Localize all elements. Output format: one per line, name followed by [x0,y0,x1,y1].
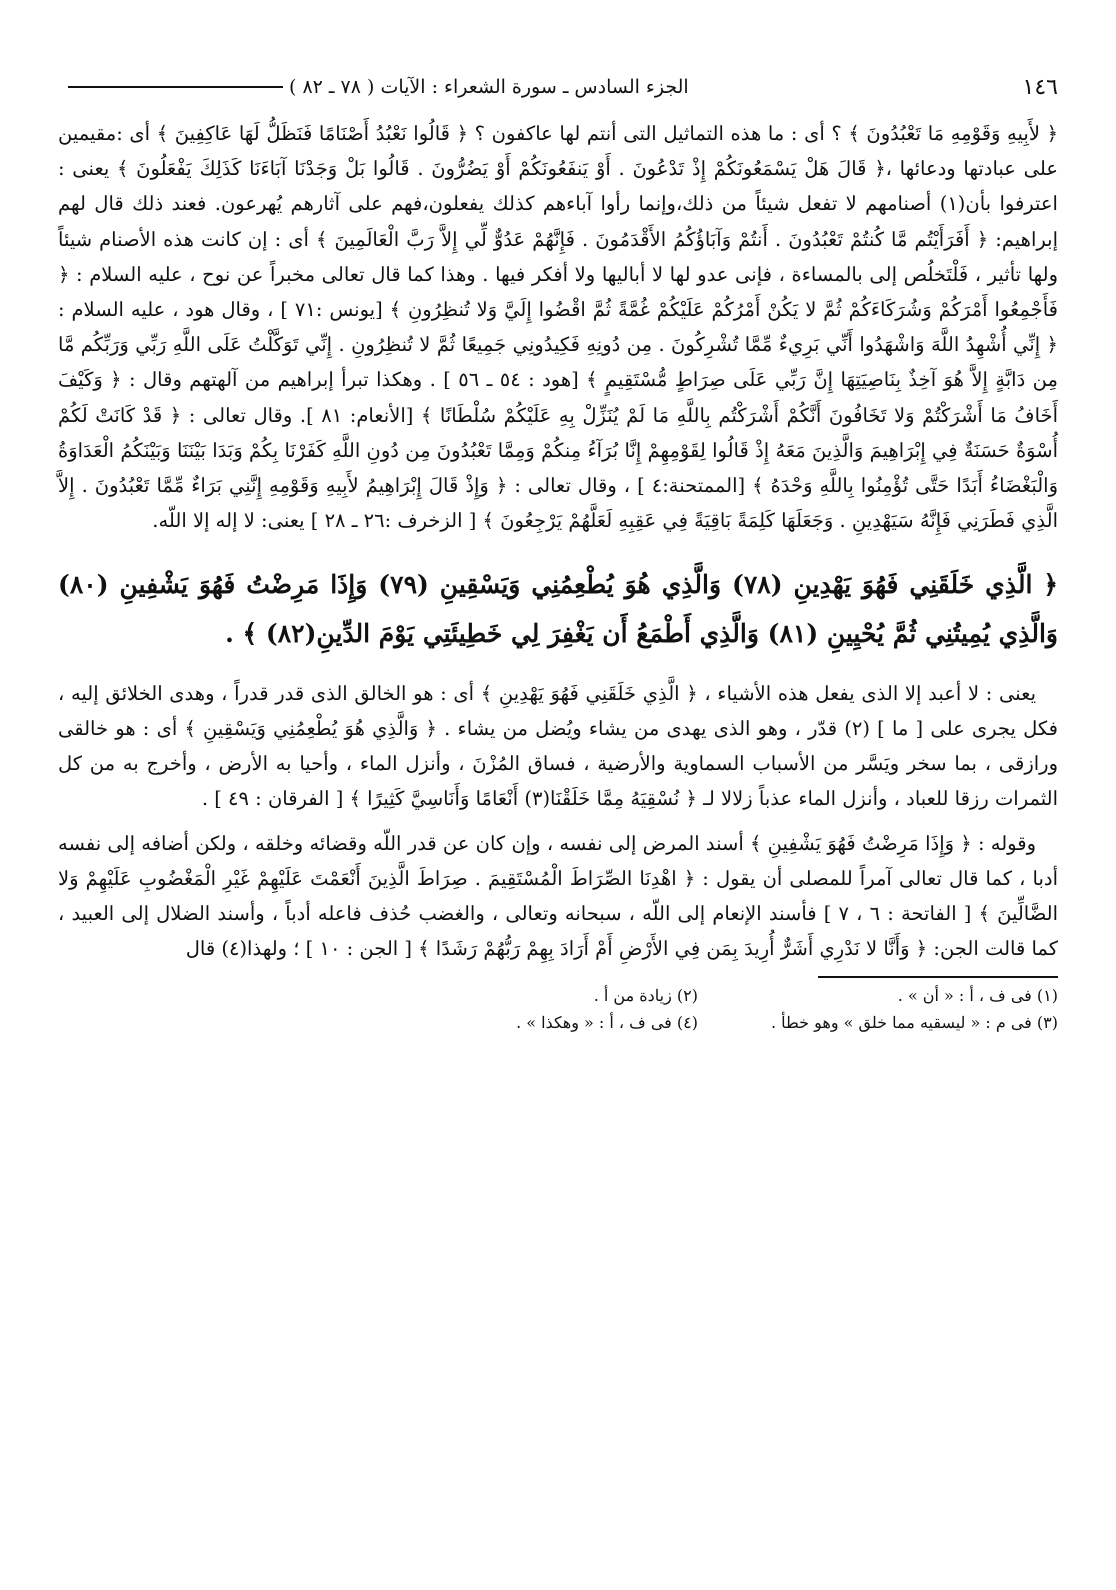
footnote-3: (٣) فى م : « ليسقيه مما خلق » وهو خطأ . [771,1013,1058,1033]
commentary-top [58,116,1058,538]
footnote-2: (٢) زيادة من أ . [593,986,698,1006]
footnotes [58,982,1058,1036]
page [58,62,1058,1542]
header-title: الجزء السادس ـ سورة الشعراء : الآيات ( ٧٨ ـ ٨٢ ) [289,76,689,98]
commentary-paragraph: ﴿ لأَبِيهِ وَقَوْمِهِ مَا تَعْبُدُونَ ﴾ ؟ أى : ما هذه التماثيل التى أنتم لها عاكفون ؟ ﴿ قَالُوا نَعْبُدُ أَصْنَامًا فَنَظَلُّ لَهَا عَاكِفِينَ ﴾ أى :مقيمين على عبادتها ودعائها ،﴿ قَالَ هَلْ يَسْمَعُونَكُمْ إِذْ تَدْعُونَ . أَوْ يَنفَعُونَكُمْ أَوْ يَضُرُّونَ . قَالُوا بَلْ وَجَدْنَا آبَاءَنَا كَذَلِكَ يَفْعَلُونَ ﴾ يعنى : اعترفوا بأن(١) أصنامهم لا تفعل شيئاً من ذلك،وإنما رأوا آباءهم كذلك يفعلون،فهم على آثارهم يُهرعون. فعند ذلك قال لهم إبراهيم: ﴿ أَفَرَأَيْتُم مَّا كُنتُمْ تَعْبُدُونَ . أَنتُمْ وَآبَاؤُكُمُ الأَقْدَمُونَ . فَإِنَّهُمْ عَدُوٌّ لِّي إِلاَّ رَبَّ الْعَالَمِينَ ﴾ أى : إن كانت هذه الأصنام شيئاً ولها تأثير ، فَلْتَخلُص إلى بالمساءة ، فإنى عدو لها لا أباليها ولا أفكر فيها . وهذا كما قال تعالى مخبراً عن نوح ، عليه السلام : ﴿ فَأَجْمِعُوا أَمْرَكُمْ وَشُرَكَاءَكُمْ ثُمَّ لا يَكُنْ أَمْرُكُمْ عَلَيْكُمْ غُمَّةً ثُمَّ اقْضُوا إِلَيَّ وَلا تُنظِرُونِ ﴾ [يونس :٧١ ] ، وقال هود ، عليه السلام : ﴿ إِنِّي أُشْهِدُ اللَّهَ وَاشْهَدُوا أَنِّي بَرِيءٌ مِّمَّا تُشْرِكُونَ . مِن دُونِهِ فَكِيدُونِي جَمِيعًا ثُمَّ لا تُنظِرُونِ . إِنِّي تَوَكَّلْتُ عَلَى اللَّهِ رَبِّي وَرَبِّكُم مَّا مِن دَابَّةٍ إِلاَّ هُوَ آخِذٌ بِنَاصِيَتِهَا إِنَّ رَبِّي عَلَى صِرَاطٍ مُّسْتَقِيمٍ ﴾ [هود : ٥٤ ـ ٥٦ ] . وهكذا تبرأ إبراهيم من آلهتهم وقال : ﴿ وَكَيْفَ أَخَافُ مَا أَشْرَكْتُمْ وَلا تَخَافُونَ أَنَّكُمْ أَشْرَكْتُم بِاللَّهِ مَا لَمْ يُنَزِّلْ بِهِ عَلَيْكُمْ سُلْطَانًا ﴾ [الأنعام: ٨١ ]. وقال تعالى : ﴿ قَدْ كَانَتْ لَكُمْ أُسْوَةٌ حَسَنَةٌ فِي إِبْرَاهِيمَ وَالَّذِينَ مَعَهُ إِذْ قَالُوا لِقَوْمِهِمْ إِنَّا بُرَآءُ مِنكُمْ وَمِمَّا تَعْبُدُونَ مِن دُونِ اللَّهِ كَفَرْنَا بِكُمْ وَبَدَا بَيْنَنَا وَبَيْنَكُمُ الْعَدَاوَةُ وَالْبَغْضَاءُ أَبَدًا حَتَّى تُؤْمِنُوا بِاللَّهِ وَحْدَهُ ﴾ [الممتحنة:٤ ] ، وقال تعالى : ﴿ وَإِذْ قَالَ إِبْرَاهِيمُ لأَبِيهِ وَقَوْمِهِ إِنَّنِي بَرَاءٌ مِّمَّا تَعْبُدُونَ . إِلاَّ الَّذِي فَطَرَنِي فَإِنَّهُ سَيَهْدِينِ . وَجَعَلَهَا كَلِمَةً بَاقِيَةً فِي عَقِبِهِ لَعَلَّهُمْ يَرْجِعُونَ ﴾ [ الزخرف :٢٦ ـ ٢٨ ] يعنى: لا إله إلا اللّه. [58,122,1058,533]
footnote-row [58,1009,1058,1036]
footnote-1: (١) فى ف ، أ : « أن » . [897,986,1058,1006]
footnote-4: (٤) فى ف ، أ : « وهكذا » . [516,1013,698,1033]
header-title-wrap [58,76,689,98]
verses-text: ﴿ الَّذِي خَلَقَنِي فَهُوَ يَهْدِينِ (٧٨) وَالَّذِي هُوَ يُطْعِمُنِي وَيَسْقِينِ (٧٩) وَإِذَا مَرِضْتُ فَهُوَ يَشْفِينِ (٨٠) وَالَّذِي يُمِيتُنِي ثُمَّ يُحْيِينِ (٨١) وَالَّذِي أَطْمَعُ أَن يَغْفِرَ لِي خَطِيئَتِي يَوْمَ الدِّينِ(٨٢) ﴾ . [58,570,1059,649]
header-rule [68,86,283,88]
commentary-paragraph: يعنى : لا أعبد إلا الذى يفعل هذه الأشياء ، ﴿ الَّذِي خَلَقَنِي فَهُوَ يَهْدِينِ ﴾ أى : هو الخالق الذى قدر قدراً ، وهدى الخلائق إليه ، فكل يجرى على [ ما ] (٢) قدّر ، وهو الذى يهدى من يشاء ويُضل من يشاء . ﴿ وَالَّذِي هُوَ يُطْعِمُنِي وَيَسْقِينِ ﴾ أى : هو خالقى ورازقى ، بما سخر ويَسَّر من الأسباب السماوية والأرضية ، فساق المُزْنَ ، وأنزل الماء ، وأحيا به الأرض ، وأخرج به من كل الثمرات رزقا للعباد ، وأنزل الماء عذباً زلالا لـ ﴿ نُسْقِيَهُ مِمَّا خَلَقْنَا(٣) أَنْعَامًا وَأَنَاسِيَّ كَثِيرًا ﴾ [ الفرقان : ٤٩ ] . [58,682,1058,811]
running-header [58,62,1058,112]
commentary-paragraph: وقوله : ﴿ وَإِذَا مَرِضْتُ فَهُوَ يَشْفِينِ ﴾ أسند المرض إلى نفسه ، وإن كان عن قدر اللّه وقضائه وخلقه ، ولكن أضافه إلى نفسه أدبا ، كما قال تعالى آمراً للمصلى أن يقول : ﴿ اهْدِنَا الصِّرَاطَ الْمُسْتَقِيمَ . صِرَاطَ الَّذِينَ أَنْعَمْتَ عَلَيْهِمْ غَيْرِ الْمَغْضُوبِ عَلَيْهِمْ وَلا الضَّالِّينَ ﴾ [ الفاتحة : ٦ ، ٧ ] فأسند الإنعام إلى اللّه ، سبحانه وتعالى ، والغضب حُذف فاعله أدباً ، وأسند الضلال إلى العبيد ، كما قالت الجن: ﴿ وَأَنَّا لا نَدْرِي أَشَرٌّ أُرِيدَ بِمَن فِي الأَرْضِ أَمْ أَرَادَ بِهِمْ رَبُّهُمْ رَشَدًا ﴾ [ الجن : ١٠ ] ؛ ولهذا(٤) قال [58,832,1058,961]
page-number: ١٤٦ [1022,74,1058,100]
footnote-rule [818,976,1058,978]
footnote-row [58,982,1058,1009]
commentary-bottom [58,676,1058,966]
quran-verses [58,560,1058,658]
